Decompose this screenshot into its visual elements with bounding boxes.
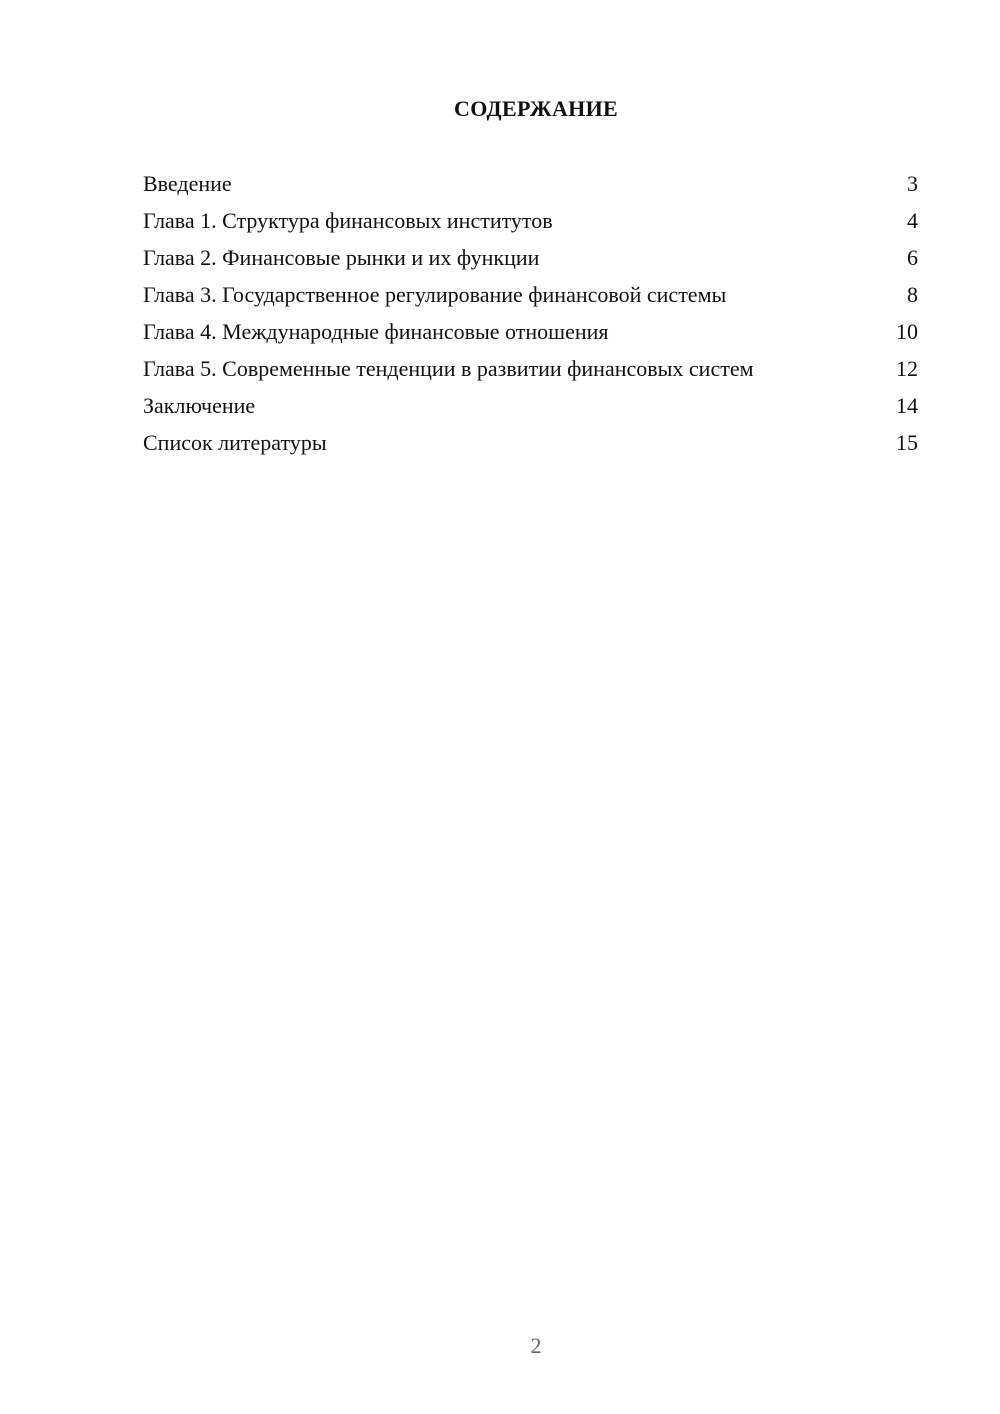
toc-entry-chapter-5 <box>143 355 918 383</box>
toc-entry-label: Глава 4. Международные финансовые отношения <box>143 319 609 344</box>
toc-entry-label: Введение <box>143 171 232 196</box>
toc-entry-label: Заключение <box>143 393 256 418</box>
page-number: 2 <box>530 1333 542 1358</box>
toc-entry-label: Список литературы <box>143 430 327 455</box>
toc-entry-page: 15 <box>896 430 918 455</box>
toc-entry-label: Глава 3. Государственное регулирование финансовой системы <box>143 282 727 307</box>
toc-entry-chapter-1 <box>143 207 918 235</box>
toc-entry-label: Глава 2. Финансовые рынки и их функции <box>143 245 540 270</box>
toc-entry-chapter-4 <box>143 318 918 346</box>
toc-entry-page: 8 <box>907 282 918 307</box>
toc-entry-references <box>143 429 918 457</box>
toc-entry-label: Глава 5. Современные тенденции в развитии финансовых систем <box>143 356 754 381</box>
toc-entry-page: 3 <box>907 171 918 196</box>
toc-entry-introduction <box>143 170 918 198</box>
toc-entry-chapter-2 <box>143 244 918 272</box>
toc-entry-chapter-3 <box>143 281 918 309</box>
toc-entry-page: 6 <box>907 245 918 270</box>
toc-entry-conclusion <box>143 392 918 420</box>
toc-entry-page: 12 <box>896 356 918 381</box>
page-title: СОДЕРЖАНИЕ <box>454 96 618 121</box>
toc-entry-page: 10 <box>896 319 918 344</box>
toc-entry-label: Глава 1. Структура финансовых институтов <box>143 208 553 233</box>
table-of-contents <box>143 170 918 466</box>
toc-entry-page: 4 <box>907 208 918 233</box>
toc-entry-page: 14 <box>896 393 918 418</box>
